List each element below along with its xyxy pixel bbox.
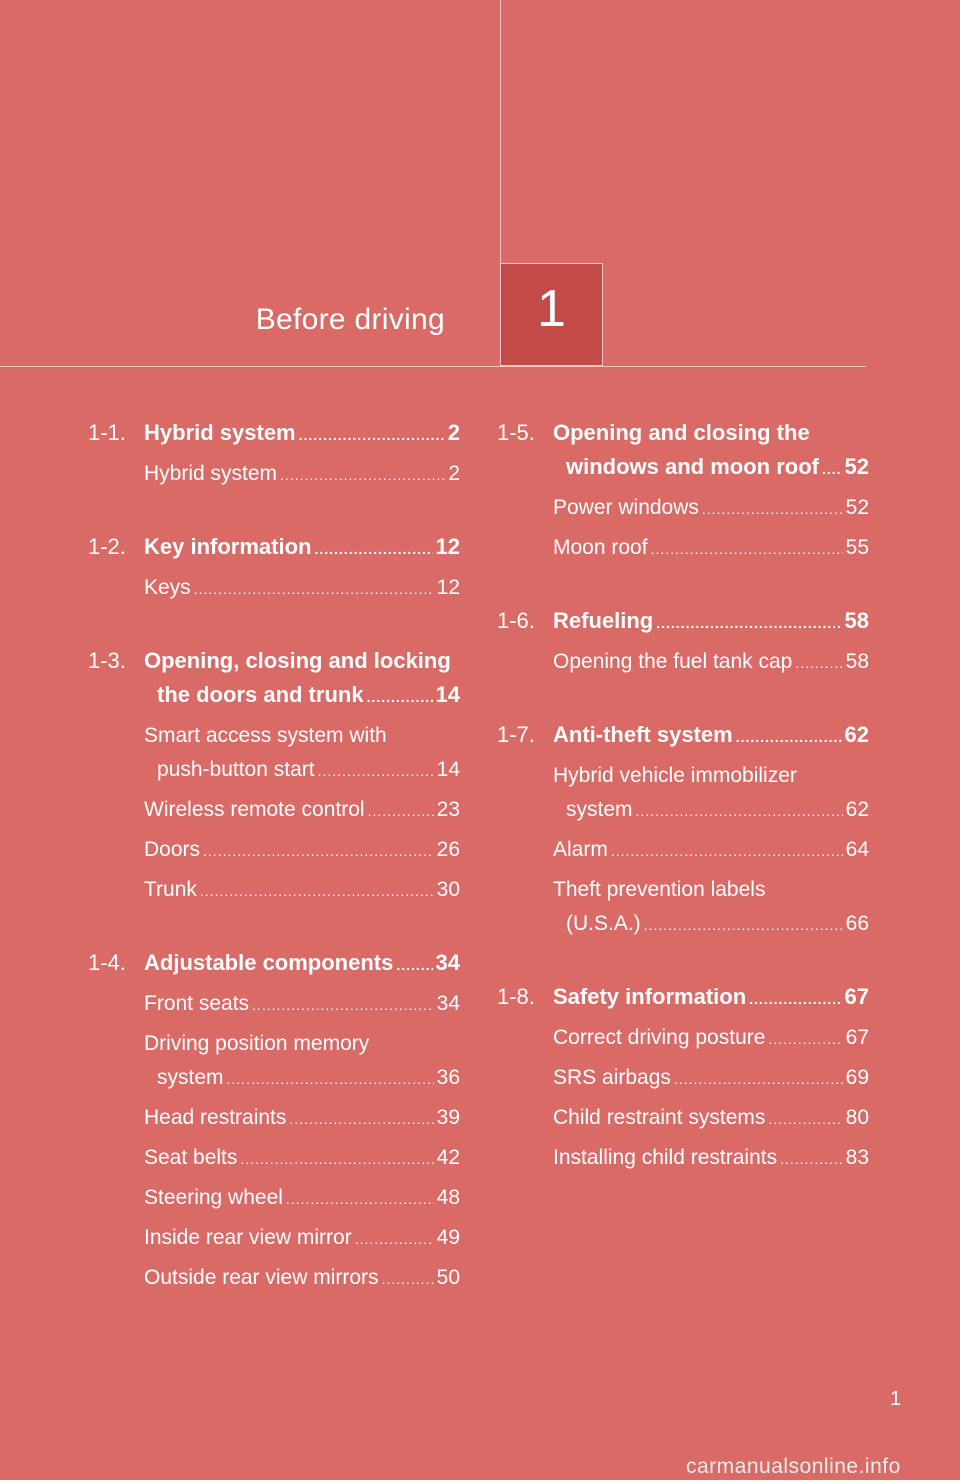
toc-entry[interactable]	[144, 793, 460, 828]
entry-text: Hybrid vehicle immobilizer	[553, 764, 797, 787]
section-title-page: 2	[447, 420, 460, 445]
section-title-text: Anti-theft system	[553, 722, 733, 747]
entry-text: Keys	[144, 576, 191, 599]
toc-entry[interactable]	[553, 1101, 869, 1136]
leader-dots	[368, 794, 434, 828]
entry-text: Smart access system with	[144, 724, 387, 747]
section-heading[interactable]	[88, 530, 460, 566]
leader-dots	[299, 418, 445, 452]
section-title	[553, 416, 869, 486]
entry-line	[553, 1021, 869, 1056]
entry-page: 64	[845, 838, 869, 861]
leader-dots	[768, 1022, 842, 1056]
entry-text: Doors	[144, 838, 201, 861]
section-title	[144, 416, 460, 452]
chapter-title: Before driving	[255, 303, 445, 336]
leader-dots	[318, 754, 434, 788]
leader-dots	[396, 948, 432, 982]
entry-text: Inside rear view mirror	[144, 1226, 352, 1249]
entry-text: push-button start	[157, 758, 315, 781]
section-entries	[553, 1021, 869, 1176]
toc-entry[interactable]	[144, 1221, 460, 1256]
entry-line	[553, 759, 869, 793]
section-title-line	[144, 530, 460, 566]
toc-section	[497, 604, 869, 680]
toc-section	[497, 980, 869, 1176]
leader-dots	[194, 572, 434, 606]
entry-line	[144, 987, 460, 1022]
entry-page: 62	[845, 798, 869, 821]
leader-dots	[636, 794, 843, 828]
toc-entry[interactable]	[553, 531, 869, 566]
entry-line	[553, 873, 869, 907]
toc-entry[interactable]	[144, 873, 460, 908]
section-title-line	[553, 450, 869, 486]
entry-text: Hybrid system	[144, 462, 278, 485]
entry-text: Seat belts	[144, 1146, 238, 1169]
leader-dots	[651, 532, 843, 566]
entry-page: 50	[436, 1266, 460, 1289]
chapter-number-box	[500, 263, 603, 366]
section-number: 1-5.	[497, 420, 535, 445]
entry-text: Driving position memory	[144, 1032, 370, 1055]
section-number: 1-7.	[497, 722, 535, 747]
toc-section	[88, 644, 460, 908]
section-number: 1-3.	[88, 648, 126, 673]
entry-line	[144, 1181, 460, 1216]
entry-page: 12	[436, 576, 460, 599]
leader-dots	[203, 834, 434, 868]
toc-entry[interactable]	[553, 1021, 869, 1056]
leader-dots	[656, 606, 841, 640]
entry-line	[144, 1101, 460, 1136]
entry-line	[144, 1261, 460, 1296]
section-heading[interactable]	[497, 980, 869, 1016]
entry-text: Power windows	[553, 496, 699, 519]
chapter-number: 1	[537, 279, 566, 338]
leader-dots	[289, 1102, 433, 1136]
leader-dots	[780, 1142, 843, 1176]
entry-page: 34	[436, 992, 460, 1015]
entry-text: Correct driving posture	[553, 1026, 766, 1049]
section-title-line	[144, 946, 460, 982]
entry-page: 58	[845, 650, 869, 673]
entry-line	[553, 1101, 869, 1136]
section-title-text: windows and moon roof	[566, 454, 819, 479]
section-number: 1-1.	[88, 420, 126, 445]
toc-entry[interactable]	[144, 1101, 460, 1136]
entry-line	[553, 1141, 869, 1176]
section-entries	[144, 719, 460, 908]
entry-line	[553, 491, 869, 526]
entry-text: Front seats	[144, 992, 250, 1015]
leader-dots	[200, 874, 434, 908]
section-title-text: Opening and closing the	[553, 420, 810, 445]
section-entries	[144, 457, 460, 492]
entry-page: 42	[436, 1146, 460, 1169]
section-title-line	[144, 644, 460, 678]
horizontal-rule	[0, 366, 866, 367]
section-heading[interactable]	[497, 416, 869, 486]
section-title-line	[144, 678, 460, 714]
entry-text: Theft prevention labels	[553, 878, 766, 901]
entry-page: 14	[436, 758, 460, 781]
entry-page: 36	[436, 1066, 460, 1089]
entry-line	[553, 645, 869, 680]
section-entries	[144, 987, 460, 1296]
entry-line	[144, 873, 460, 908]
entry-page: 69	[845, 1066, 869, 1089]
section-title-page: 34	[435, 950, 460, 975]
toc-entry[interactable]	[144, 719, 460, 788]
entry-line	[144, 793, 460, 828]
entry-page: 30	[436, 878, 460, 901]
entry-page: 67	[845, 1026, 869, 1049]
section-title	[553, 604, 869, 640]
entry-text: Opening the fuel tank cap	[553, 650, 793, 673]
entry-page: 80	[845, 1106, 869, 1129]
entry-line	[553, 531, 869, 566]
entry-page: 52	[845, 496, 869, 519]
section-title-text: Safety information	[553, 984, 747, 1009]
section-title-page: 14	[435, 682, 460, 707]
page-number: 1	[890, 1388, 902, 1410]
entry-line	[144, 719, 460, 753]
leader-dots	[314, 532, 432, 566]
section-entries	[553, 491, 869, 566]
entry-line	[144, 753, 460, 788]
entry-page: 39	[436, 1106, 460, 1129]
entry-line	[553, 793, 869, 828]
toc-entry[interactable]	[553, 1141, 869, 1176]
entry-page: 66	[845, 912, 869, 935]
section-title-text: Refueling	[553, 608, 654, 633]
toc-entry[interactable]	[144, 833, 460, 868]
section-title-text: the doors and trunk	[157, 682, 364, 707]
toc-section	[88, 946, 460, 1296]
section-title-line	[553, 416, 869, 450]
entry-text: Steering wheel	[144, 1186, 283, 1209]
entry-line	[553, 833, 869, 868]
entry-line	[144, 1141, 460, 1176]
entry-line	[144, 1061, 460, 1096]
section-title-text: Opening, closing and locking	[144, 648, 451, 673]
leader-dots	[795, 646, 842, 680]
toc-entry[interactable]	[144, 457, 460, 492]
toc-left-column	[88, 416, 460, 1334]
leader-dots	[768, 1102, 842, 1136]
section-title	[553, 980, 869, 1016]
toc-entry[interactable]	[144, 1141, 460, 1176]
section-number: 1-4.	[88, 950, 126, 975]
section-title-page: 12	[435, 534, 460, 559]
toc-entry[interactable]	[144, 571, 460, 606]
entry-line	[144, 571, 460, 606]
entry-line	[553, 907, 869, 942]
section-heading[interactable]	[88, 946, 460, 982]
toc-entry[interactable]	[144, 987, 460, 1022]
section-title-page: 62	[844, 722, 869, 747]
entry-text: (U.S.A.)	[566, 912, 641, 935]
section-title-line	[553, 718, 869, 754]
toc-entry[interactable]	[553, 759, 869, 828]
section-title-page: 52	[844, 454, 869, 479]
section-entries	[553, 645, 869, 680]
leader-dots	[702, 492, 843, 526]
leader-dots	[355, 1222, 434, 1256]
toc-entry[interactable]	[144, 1181, 460, 1216]
section-title	[144, 530, 460, 566]
section-number: 1-8.	[497, 984, 535, 1009]
section-title-text: Adjustable components	[144, 950, 394, 975]
leader-dots	[822, 452, 842, 486]
entry-text: Trunk	[144, 878, 197, 901]
entry-line	[553, 1061, 869, 1096]
leader-dots	[736, 720, 842, 754]
section-title-line	[144, 416, 460, 452]
entry-text: Head restraints	[144, 1106, 287, 1129]
leader-dots	[749, 982, 841, 1016]
section-heading[interactable]	[497, 718, 869, 754]
entry-line	[144, 1027, 460, 1061]
section-title-page: 58	[844, 608, 869, 633]
section-number: 1-6.	[497, 608, 535, 633]
toc-entry[interactable]	[553, 645, 869, 680]
entry-text: SRS airbags	[553, 1066, 671, 1089]
toc-section	[497, 718, 869, 942]
entry-page: 23	[436, 798, 460, 821]
toc-entry[interactable]	[553, 873, 869, 942]
leader-dots	[644, 908, 843, 942]
section-title	[144, 946, 460, 982]
leader-dots	[367, 680, 433, 714]
toc-entry[interactable]	[144, 1027, 460, 1096]
toc-entry[interactable]	[553, 833, 869, 868]
watermark: carmanualsonline.info	[686, 1455, 901, 1478]
entry-text: system	[157, 1066, 224, 1089]
entry-page: 2	[448, 462, 460, 485]
entry-text: system	[566, 798, 633, 821]
entry-page: 49	[436, 1226, 460, 1249]
section-heading[interactable]	[497, 604, 869, 640]
section-title-line	[553, 604, 869, 640]
toc-entry[interactable]	[553, 1061, 869, 1096]
section-title-text: Key information	[144, 534, 312, 559]
entry-text: Child restraint systems	[553, 1106, 766, 1129]
leader-dots	[286, 1182, 434, 1216]
toc-section	[88, 416, 460, 492]
entry-line	[144, 833, 460, 868]
leader-dots	[280, 458, 445, 492]
section-entries	[144, 571, 460, 606]
section-title-line	[553, 980, 869, 1016]
leader-dots	[227, 1062, 434, 1096]
entry-page: 26	[436, 838, 460, 861]
toc-entry[interactable]	[553, 491, 869, 526]
entry-page: 48	[436, 1186, 460, 1209]
section-number: 1-2.	[88, 534, 126, 559]
toc-entry[interactable]	[144, 1261, 460, 1296]
toc-section	[497, 416, 869, 566]
leader-dots	[240, 1142, 433, 1176]
toc-section	[88, 530, 460, 606]
toc-right-column	[497, 416, 869, 1214]
entry-text: Moon roof	[553, 536, 648, 559]
section-heading[interactable]	[88, 644, 460, 714]
section-title-text: Hybrid system	[144, 420, 296, 445]
section-title-page: 67	[844, 984, 869, 1009]
section-heading[interactable]	[88, 416, 460, 452]
entry-text: Wireless remote control	[144, 798, 365, 821]
section-title	[144, 644, 460, 714]
entry-text: Outside rear view mirrors	[144, 1266, 379, 1289]
section-title	[553, 718, 869, 754]
entry-line	[144, 457, 460, 492]
entry-text: Alarm	[553, 838, 608, 861]
entry-text: Installing child restraints	[553, 1146, 778, 1169]
leader-dots	[674, 1062, 843, 1096]
entry-page: 55	[845, 536, 869, 559]
leader-dots	[611, 834, 843, 868]
entry-page: 83	[845, 1146, 869, 1169]
section-entries	[553, 759, 869, 942]
leader-dots	[382, 1262, 434, 1296]
leader-dots	[252, 988, 434, 1022]
entry-line	[144, 1221, 460, 1256]
